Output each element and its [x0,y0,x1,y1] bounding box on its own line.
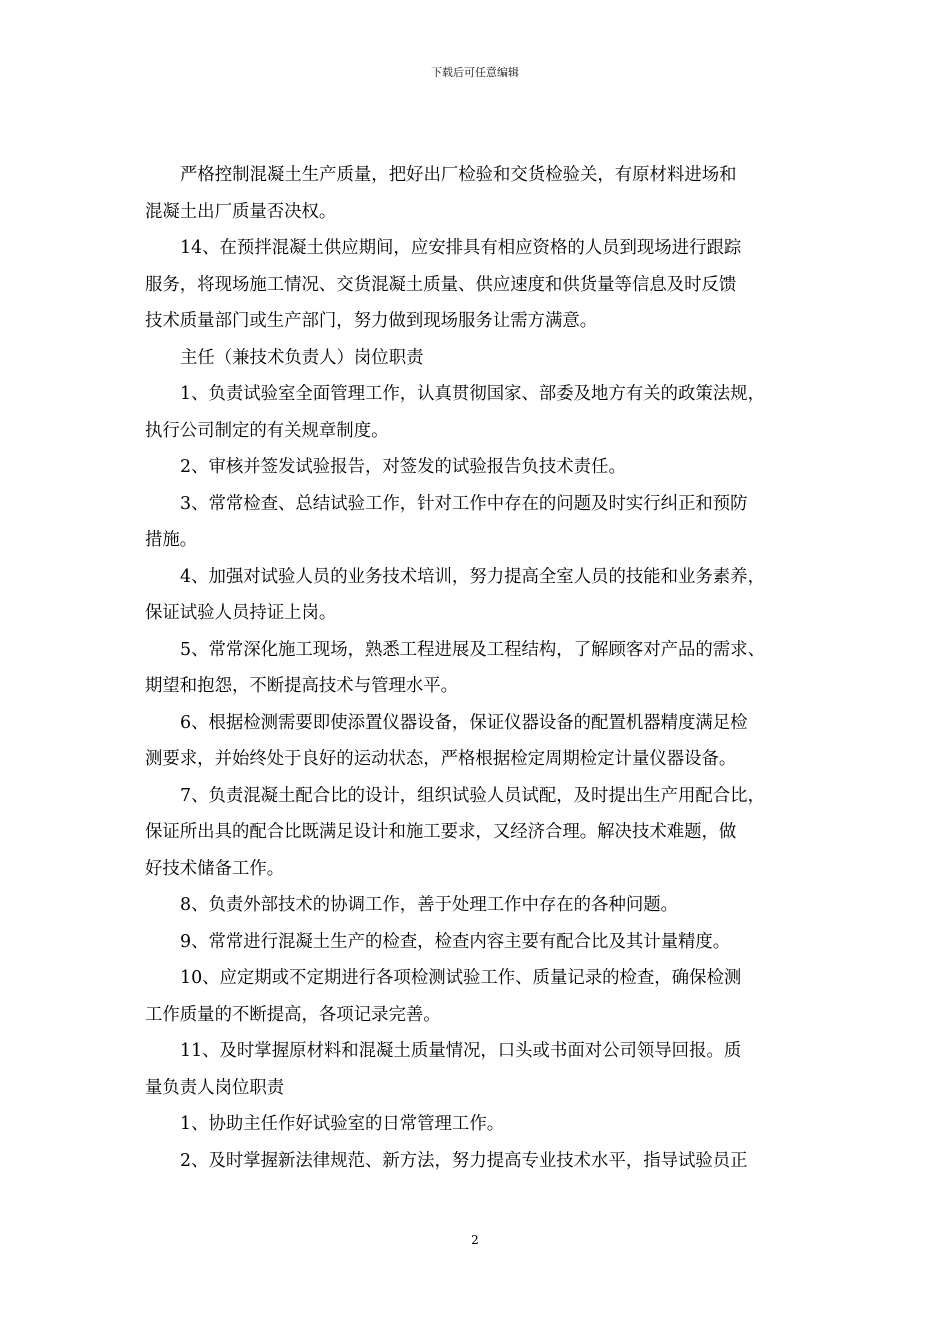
page-number: 2 [471,1233,479,1247]
text-line: 严格控制混凝土生产质量，把好出厂检验和交货检验关，有原材料进场和 [180,165,737,185]
text-line: 主任（兼技术负责人）岗位职责 [180,347,424,368]
document-body [145,157,815,1179]
page-header: 下载后可任意编辑 [431,66,519,79]
text-line: 2、及时掌握新法律规范、新方法，努力提高专业技术水平，指导试验员正 [180,1150,748,1171]
text-line: 好技术储备工作。 [145,858,285,879]
text-line: 技术质量部门或生产部门，努力做到现场服务让需方满意。 [145,311,598,331]
text-line: 5、常常深化施工现场，熟悉工程进展及工程结构，了解顾客对产品的需求、 [180,639,765,660]
text-line: 7、负责混凝土配合比的设计，组织试验人员试配，及时提出生产用配合比， [180,785,765,806]
text-line: 量负责人岗位职责 [145,1077,285,1098]
text-line: 9、常常进行混凝土生产的检查，检查内容主要有配合比及其计量精度。 [180,931,731,952]
text-line: 混凝土出厂质量否决权。 [145,201,337,222]
text-line: 测要求，并始终处于良好的运动状态，严格根据检定周期检定计量仪器设备。 [145,749,737,769]
text-line: 措施。 [145,530,198,550]
text-line: 期望和抱怨，不断提高技术与管理水平。 [145,676,459,696]
text-line: 服务，将现场施工情况、交货混凝土质量、供应速度和供货量等信息及时反馈 [145,274,737,295]
text-line: 保证试验人员持证上岗。 [145,603,337,623]
text-line: 工作质量的不断提高，各项记录完善。 [145,1004,441,1025]
text-line: 10、应定期或不定期进行各项检测试验工作、质量记录的检查，确保检测 [180,968,742,988]
text-line: 4、加强对试验人员的业务技术培训，努力提高全室人员的技能和业务素养， [180,566,765,587]
text-line: 6、根据检测需要即使添置仪器设备，保证仪器设备的配置机器精度满足检 [180,712,748,733]
text-line: 保证所出具的配合比既满足设计和施工要求，又经济合理。解决技术难题，做 [145,822,737,842]
text-line: 1、协助主任作好试验室的日常管理工作。 [180,1114,505,1134]
text-line: 执行公司制定的有关规章制度。 [145,420,389,441]
text-line: 2、审核并签发试验报告，对签发的试验报告负技术责任。 [180,457,626,477]
text-line: 3、常常检查、总结试验工作，针对工作中存在的问题及时实行纠正和预防 [180,493,748,514]
text-line: 1、负责试验室全面管理工作，认真贯彻国家、部委及地方有关的政策法规， [180,384,765,404]
text-line: 8、负责外部技术的协调工作，善于处理工作中存在的各种问题。 [180,895,679,915]
text-line: 14、在预拌混凝土供应期间，应安排具有相应资格的人员到现场进行跟踪 [180,238,742,258]
text-line: 11、及时掌握原材料和混凝土质量情况，口头或书面对公司领导回报。质 [180,1041,742,1061]
